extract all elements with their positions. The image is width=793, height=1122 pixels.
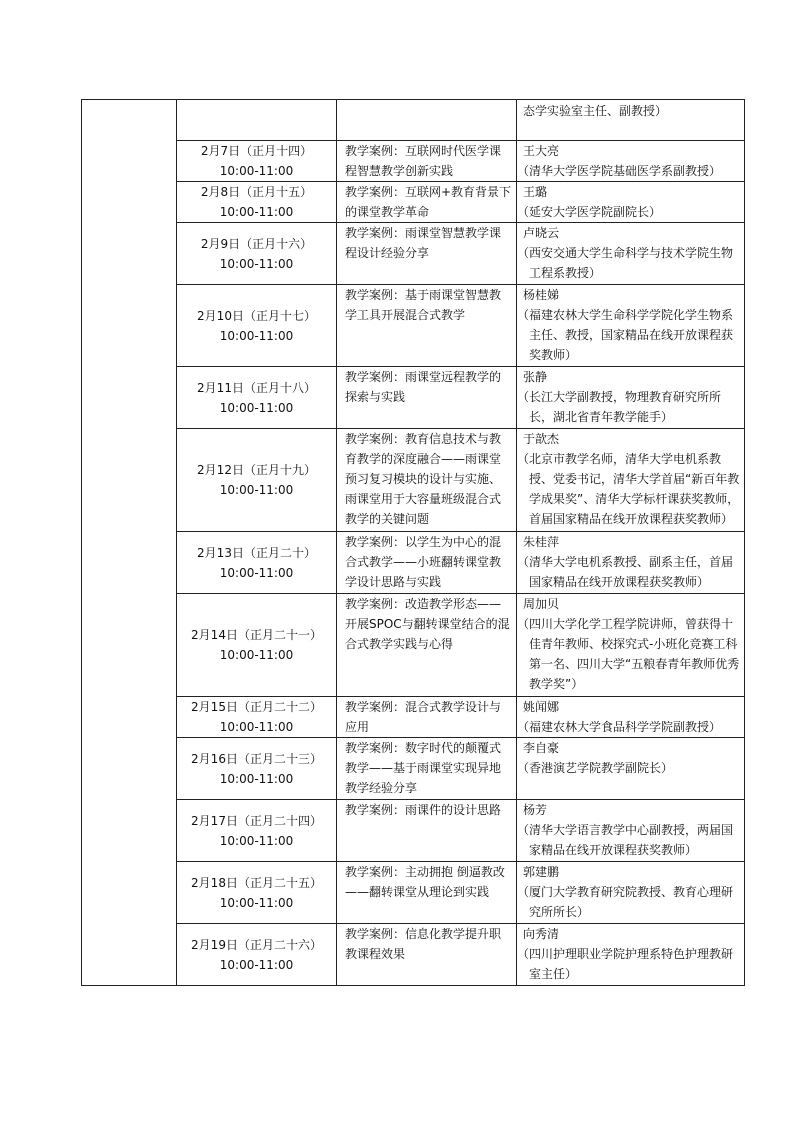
date-cell xyxy=(177,594,337,697)
date-cell xyxy=(177,697,337,738)
speaker-title: （ 香港演艺学院教学副院长 ） xyxy=(523,758,740,778)
date-cell xyxy=(177,532,337,594)
speaker-title: （ 北京市教学名师，清华大学电机系教授、党委书记，清华大学首届“新百年教学成果奖”、清华大学标杆课获奖教师，首届国家精品在线开放课程获奖教师 ） xyxy=(523,449,740,529)
speaker-name: 张静 xyxy=(523,370,548,384)
table-row xyxy=(82,800,745,862)
speaker-cell xyxy=(517,100,745,141)
time-text: 10:00-11:00 xyxy=(219,205,294,219)
topic-text: 教学案例：雨课堂远程教学的探索与实践 xyxy=(345,370,502,404)
table-row xyxy=(82,862,745,924)
topic-text: 教学案例：信息化教学提升职教课程效果 xyxy=(345,927,502,961)
table-row xyxy=(82,223,745,285)
topic-text: 教学案例：基于雨课堂智慧教学工具开展混合式教学 xyxy=(345,288,502,322)
speaker-title: （ 长江大学副教授，物理教育研究所所长，湖北省青年教学能手 ） xyxy=(523,387,740,427)
topic-cell xyxy=(337,800,517,862)
topic-cell xyxy=(337,285,517,367)
table-row xyxy=(82,594,745,697)
speaker-title: （ 福建农林大学食品科学学院副教授 ） xyxy=(523,717,740,737)
speaker-cell xyxy=(517,738,745,800)
table-row xyxy=(82,367,745,429)
speaker-title: （ 清华大学语言教学中心副教授，两届国家精品在线开放课程获奖教师 ） xyxy=(523,820,740,860)
schedule-table xyxy=(81,99,745,986)
date-cell xyxy=(177,285,337,367)
date-cell xyxy=(177,924,337,986)
table-row xyxy=(82,100,745,141)
speaker-cell xyxy=(517,862,745,924)
speaker-name: 李自豪 xyxy=(523,741,560,755)
topic-text: 教学案例：以学生为中心的混合式教学——小班翻转课堂教学设计思路与实践 xyxy=(345,535,502,589)
speaker-name: 王璐 xyxy=(523,185,548,199)
topic-text: 教学案例：雨课堂智慧教学课程设计经验分享 xyxy=(345,226,502,260)
speaker-title: （ 延安大学医学院副院长 ） xyxy=(523,202,740,222)
topic-cell xyxy=(337,924,517,986)
date-text: 2月8日（正月十五） xyxy=(200,185,313,199)
speaker-title: （ 清华大学电机系教授、副系主任，首届国家精品在线开放课程获奖教师 ） xyxy=(523,552,740,592)
speaker-name: 卢晓云 xyxy=(523,226,560,240)
speaker-cell xyxy=(517,141,745,182)
topic-cell xyxy=(337,862,517,924)
speaker-name: 郭建鹏 xyxy=(523,865,560,879)
topic-cell xyxy=(337,223,517,285)
speaker-title: （ 四川大学化学工程学院讲师，曾获得十佳青年教师、校探究式-小班化竞赛工科第一名、四川大学“五粮春青年教师优秀教学奖” ） xyxy=(523,614,740,694)
topic-cell xyxy=(337,738,517,800)
time-text: 10:00-11:00 xyxy=(219,957,294,972)
date-text: 2月14日（正月二十一） xyxy=(191,628,322,642)
topic-text: 教学案例：互联网+教育背景下的课堂教学革命 xyxy=(345,185,512,219)
time-text: 10:00-11:00 xyxy=(219,483,294,497)
date-cell xyxy=(177,738,337,800)
time-text: 10:00-11:00 xyxy=(219,328,294,343)
speaker-title: （ 西安交通大学生命科学与技术学院生物工程系教授 ） xyxy=(523,243,740,283)
time-text: 10:00-11:00 xyxy=(219,164,294,178)
speaker-cell xyxy=(517,223,745,285)
table-row xyxy=(82,924,745,986)
topic-text: 教学案例：主动拥抱 倒逼教改——翻转课堂从理论到实践 xyxy=(345,865,505,899)
time-text: 10:00-11:00 xyxy=(219,720,294,734)
time-text: 10:00-11:00 xyxy=(219,771,294,786)
time-text: 10:00-11:00 xyxy=(219,400,294,415)
speaker-cell xyxy=(517,367,745,429)
date-text: 2月11日（正月十八） xyxy=(197,380,316,395)
time-text: 10:00-11:00 xyxy=(219,833,294,848)
topic-cell xyxy=(337,532,517,594)
topic-text: 教学案例：教育信息技术与教育教学的深度融合——雨课堂预习复习模块的设计与实施、雨课堂用于大容量班级混合式教学的关键问题 xyxy=(345,432,502,526)
time-text: 10:00-11:00 xyxy=(219,565,294,580)
speaker-title: （ 福建农林大学生命科学学院化学生物系主任、教授，国家精品在线开放课程获奖教师 ） xyxy=(523,305,740,365)
table-row xyxy=(82,182,745,223)
topic-cell xyxy=(337,367,517,429)
speaker-cell xyxy=(517,429,745,532)
speaker-title: （ 厦门大学教育研究院教授、教育心理研究所所长 ） xyxy=(523,882,740,922)
date-text: 2月13日（正月二十） xyxy=(197,545,316,560)
date-cell xyxy=(177,800,337,862)
speaker-name: 姚闻娜 xyxy=(523,700,560,714)
date-text: 2月10日（正月十七） xyxy=(197,308,316,323)
speaker-cell xyxy=(517,182,745,223)
speaker-cell xyxy=(517,594,745,697)
topic-cell xyxy=(337,182,517,223)
topic-text: 教学案例：雨课件的设计思路 xyxy=(345,803,502,817)
date-cell xyxy=(177,367,337,429)
date-cell xyxy=(177,100,337,141)
topic-cell xyxy=(337,429,517,532)
date-text: 2月16日（正月二十三） xyxy=(191,751,322,766)
time-text: 10:00-11:00 xyxy=(219,648,294,662)
topic-text: 教学案例：混合式教学设计与应用 xyxy=(345,700,502,734)
topic-text: 教学案例：改造教学形态——开展SPOC与翻转课堂结合的混合式教学实践与心得 xyxy=(345,597,510,651)
date-text: 2月19日（正月二十六） xyxy=(191,937,322,952)
speaker-name: 王大亮 xyxy=(523,144,560,158)
speaker-title: （ 四川护理职业学院护理系特色护理教研室主任 ） xyxy=(523,944,740,984)
date-text: 2月12日（正月十九） xyxy=(197,463,316,477)
speaker-name: 于歆杰 xyxy=(523,432,560,446)
time-text: 10:00-11:00 xyxy=(219,895,294,910)
date-cell xyxy=(177,862,337,924)
table-row xyxy=(82,429,745,532)
topic-cell xyxy=(337,594,517,697)
speaker-name: 朱桂萍 xyxy=(523,535,560,549)
table-row xyxy=(82,141,745,182)
table-row xyxy=(82,285,745,367)
speaker-name: 杨桂娣 xyxy=(523,288,560,302)
topic-cell xyxy=(337,100,517,141)
date-text: 2月9日（正月十六） xyxy=(200,236,313,251)
topic-text: 教学案例：数字时代的颠覆式教学——基于雨课堂实现异地教学经验分享 xyxy=(345,741,502,795)
time-text: 10:00-11:00 xyxy=(219,256,294,271)
date-cell xyxy=(177,223,337,285)
table-row xyxy=(82,738,745,800)
speaker-cell xyxy=(517,924,745,986)
date-text: 2月15日（正月二十二） xyxy=(191,700,322,714)
speaker-title-continued: 态学实验室主任、副教授） xyxy=(523,104,668,118)
topic-text: 教学案例：互联网时代医学课程智慧教学创新实践 xyxy=(345,144,502,178)
speaker-name: 周加贝 xyxy=(523,597,560,611)
date-text: 2月18日（正月二十五） xyxy=(191,875,322,890)
speaker-cell xyxy=(517,532,745,594)
speaker-title: （ 清华大学医学院基础医学系副教授 ） xyxy=(523,161,740,181)
speaker-cell xyxy=(517,800,745,862)
category-cell xyxy=(82,100,177,986)
date-cell xyxy=(177,182,337,223)
topic-cell xyxy=(337,141,517,182)
topic-cell xyxy=(337,697,517,738)
schedule-body xyxy=(82,100,745,986)
date-cell xyxy=(177,141,337,182)
speaker-cell xyxy=(517,697,745,738)
speaker-cell xyxy=(517,285,745,367)
table-row xyxy=(82,532,745,594)
table-row xyxy=(82,697,745,738)
speaker-name: 向秀清 xyxy=(523,927,560,941)
date-cell xyxy=(177,429,337,532)
date-text: 2月7日（正月十四） xyxy=(200,144,313,158)
speaker-name: 杨芳 xyxy=(523,803,548,817)
date-text: 2月17日（正月二十四） xyxy=(191,813,322,828)
